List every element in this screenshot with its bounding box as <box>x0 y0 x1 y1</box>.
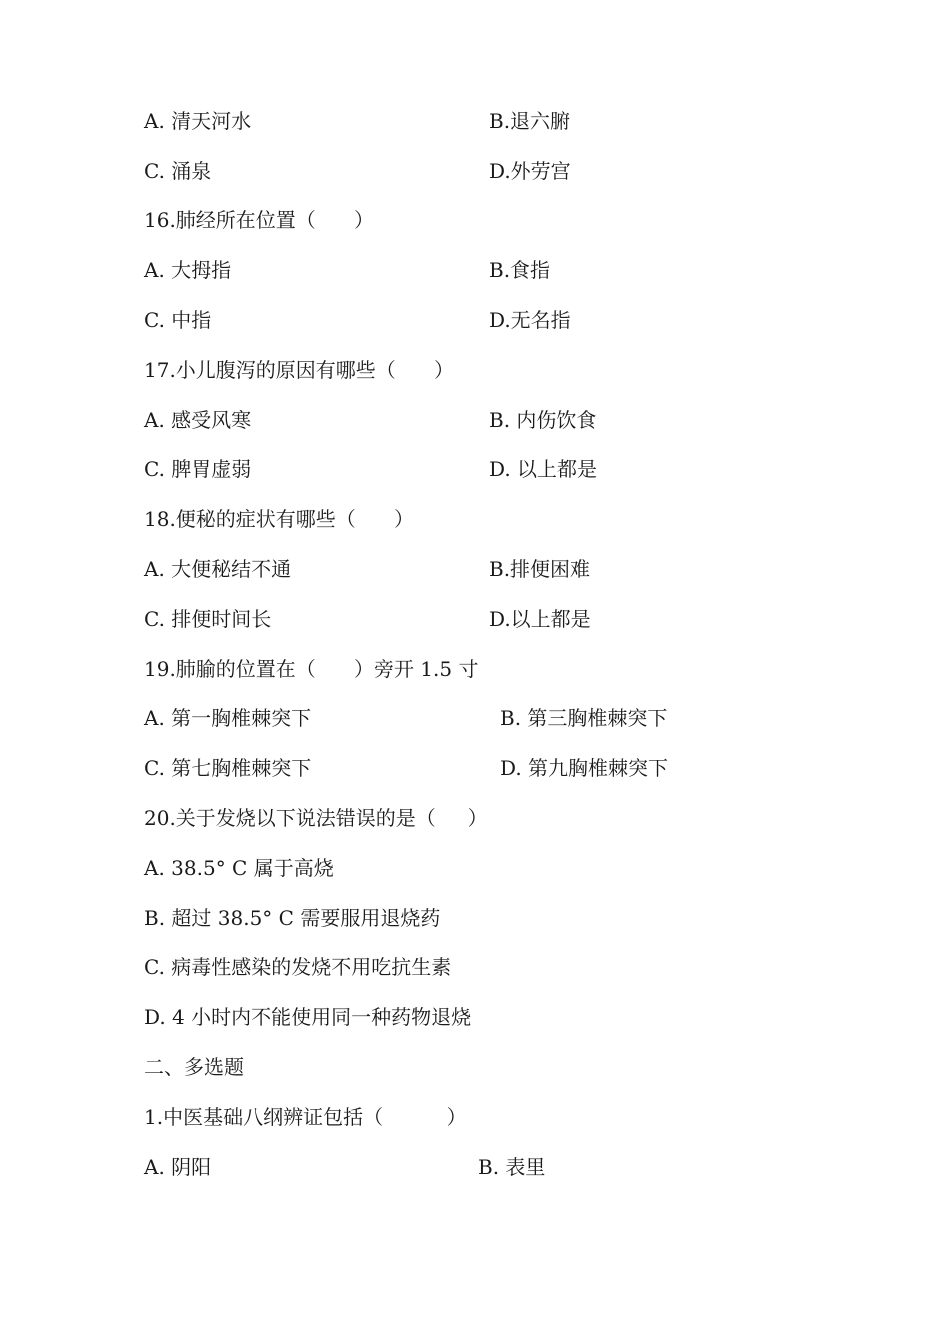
option-row <box>0 151 950 191</box>
question-row <box>0 499 950 539</box>
option-b: B.退六腑 <box>489 109 571 133</box>
option-d: D. 4 小时内不能使用同一种药物退烧 <box>144 1005 472 1029</box>
option-row <box>0 449 950 489</box>
option-a: A. 大拇指 <box>144 258 232 282</box>
option-b: B. 表里 <box>478 1155 546 1179</box>
option-d: D.外劳宫 <box>489 159 571 183</box>
option-c: C. 第七胸椎棘突下 <box>144 756 312 780</box>
option-row <box>0 748 950 788</box>
option-row <box>0 997 950 1037</box>
option-row <box>0 101 950 141</box>
question-18: 18.便秘的症状有哪些（ ） <box>144 507 414 531</box>
option-d: D.以上都是 <box>489 607 591 631</box>
option-b: B. 超过 38.5° C 需要服用退烧药 <box>144 906 441 930</box>
question-row <box>0 350 950 390</box>
option-c: C. 排便时间长 <box>144 607 272 631</box>
option-row <box>0 1147 950 1187</box>
option-a: A. 清天河水 <box>144 109 252 133</box>
option-b: B. 内伤饮食 <box>489 408 597 432</box>
question-row <box>0 1097 950 1137</box>
option-a: A. 感受风寒 <box>144 408 252 432</box>
option-row <box>0 848 950 888</box>
option-b: B.食指 <box>489 258 551 282</box>
option-a: A. 38.5° C 属于高烧 <box>144 856 334 880</box>
option-row <box>0 698 950 738</box>
section-heading-row <box>0 1047 950 1087</box>
option-a: A. 大便秘结不通 <box>144 557 292 581</box>
option-row <box>0 400 950 440</box>
option-d: D. 以上都是 <box>489 457 598 481</box>
option-c: C. 中指 <box>144 308 212 332</box>
option-a: A. 阴阳 <box>144 1155 212 1179</box>
question-row <box>0 649 950 689</box>
section-heading: 二、多选题 <box>144 1055 244 1079</box>
option-d: D.无名指 <box>489 308 571 332</box>
option-d: D. 第九胸椎棘突下 <box>500 756 669 780</box>
question-17: 17.小儿腹泻的原因有哪些（ ） <box>144 358 454 382</box>
option-row <box>0 300 950 340</box>
question-20: 20.关于发烧以下说法错误的是（ ） <box>144 806 488 830</box>
option-b: B. 第三胸椎棘突下 <box>500 706 668 730</box>
question-row <box>0 200 950 240</box>
question-row <box>0 798 950 838</box>
option-row <box>0 898 950 938</box>
question-16: 16.肺经所在位置（ ） <box>144 208 374 232</box>
option-c: C. 病毒性感染的发烧不用吃抗生素 <box>144 955 452 979</box>
option-c: C. 脾胃虚弱 <box>144 457 252 481</box>
question-1: 1.中医基础八纲辨证包括（ ） <box>144 1105 467 1129</box>
question-19: 19.肺腧的位置在（ ）旁开 1.5 寸 <box>144 657 479 681</box>
option-row <box>0 599 950 639</box>
option-row <box>0 549 950 589</box>
option-row <box>0 947 950 987</box>
option-row <box>0 250 950 290</box>
option-a: A. 第一胸椎棘突下 <box>144 706 312 730</box>
option-b: B.排便困难 <box>489 557 591 581</box>
option-c: C. 涌泉 <box>144 159 212 183</box>
